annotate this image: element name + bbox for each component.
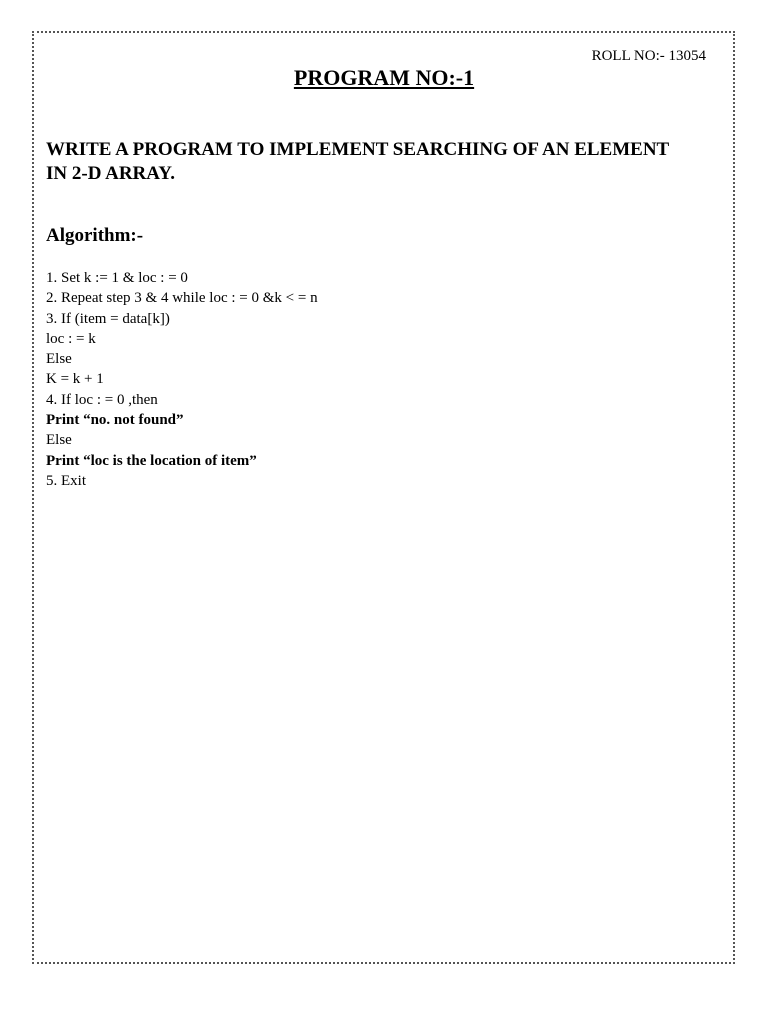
- task-heading-line-2: IN 2-D ARRAY.: [46, 163, 175, 184]
- algorithm-heading: Algorithm:-: [46, 225, 144, 246]
- task-heading-line-1: WRITE A PROGRAM TO IMPLEMENT SEARCHING OF AN ELEMENT: [46, 139, 670, 160]
- algorithm-step: 3. If (item = data[k]): [46, 310, 170, 327]
- algorithm-steps: [46, 268, 318, 491]
- roll-number: ROLL NO:- 13054: [591, 48, 706, 64]
- algorithm-step: 5. Exit: [46, 472, 86, 489]
- algorithm-step: 1. Set k := 1 & loc : = 0: [46, 270, 188, 286]
- algorithm-step: K = k + 1: [46, 371, 104, 388]
- algorithm-step: Print “no. not found”: [46, 412, 184, 429]
- algorithm-step: 2. Repeat step 3 & 4 while loc : = 0 &k < = n: [46, 290, 318, 307]
- algorithm-step: Print “loc is the location of item”: [46, 452, 257, 469]
- algorithm-step: Else: [46, 351, 72, 368]
- algorithm-step: 4. If loc : = 0 ,then: [46, 391, 158, 408]
- algorithm-step: Else: [46, 432, 72, 449]
- task-heading: [46, 138, 726, 186]
- program-title: PROGRAM NO:-1: [293, 65, 475, 90]
- algorithm-step: loc : = k: [46, 330, 96, 347]
